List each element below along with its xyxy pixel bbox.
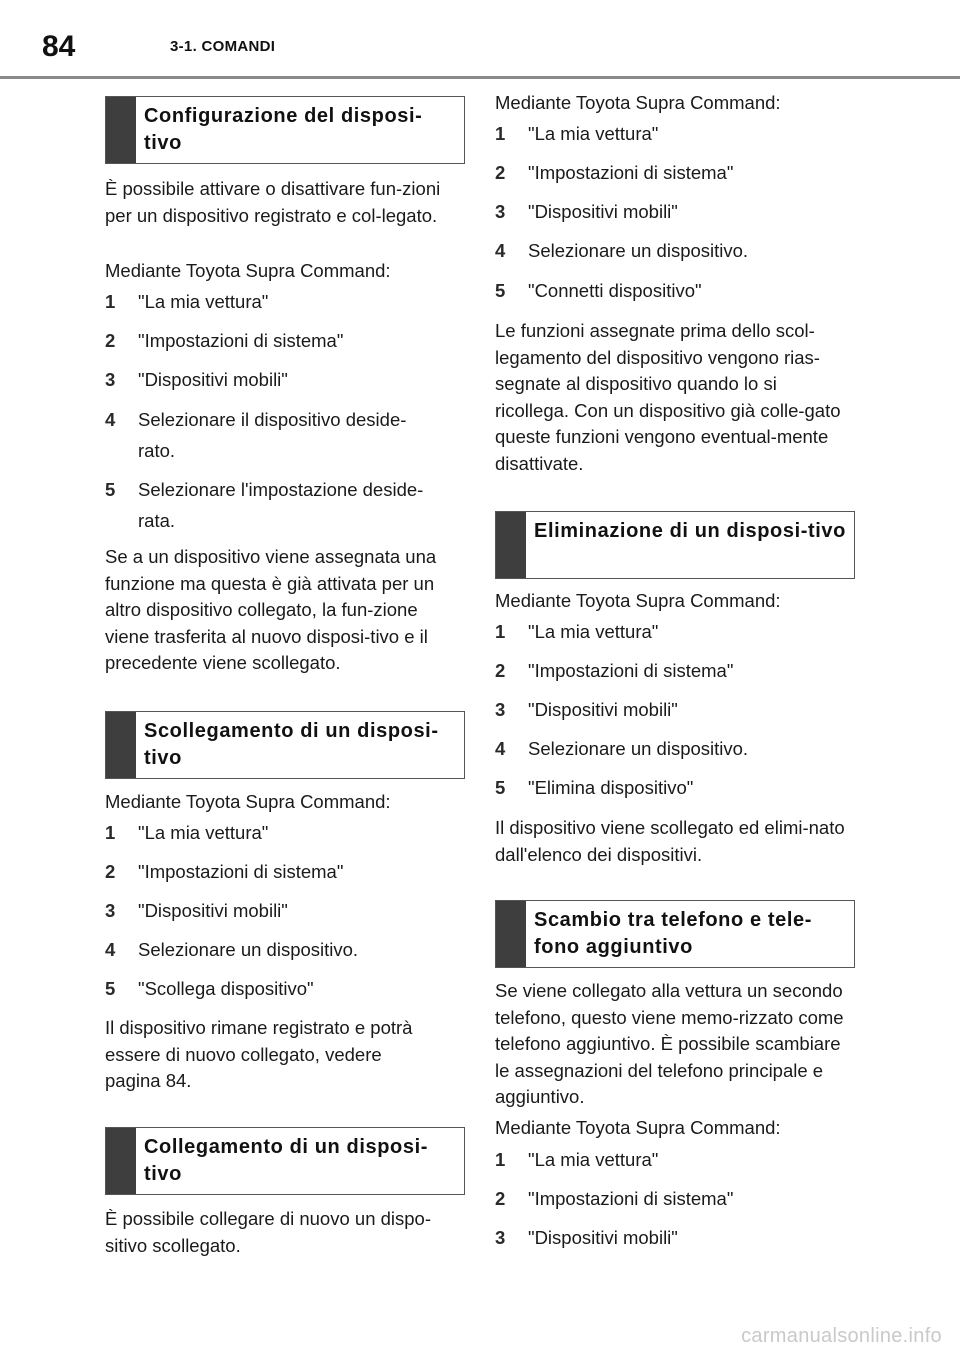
step-number: 2 (495, 1188, 506, 1209)
step-text: "Impostazioni di sistema" (138, 330, 344, 351)
list-item (495, 656, 853, 685)
step-text: Selezionare il dispositivo deside-rato. (138, 409, 407, 461)
step-number: 1 (105, 822, 116, 843)
heading-title: Eliminazione di un disposi-tivo (534, 520, 846, 542)
list-item (105, 974, 463, 1003)
heading-title: Scambio tra telefono e tele-fono aggiuntivo (534, 909, 812, 958)
step-text: "La mia vettura" (528, 123, 659, 144)
page-header (0, 0, 960, 78)
step-text: "Impostazioni di sistema" (528, 1188, 734, 1209)
list-item (495, 1145, 853, 1174)
list-item (105, 287, 463, 316)
paragraph: È possibile collegare di nuovo un dispo-sitivo scollegato. (105, 1208, 432, 1256)
step-text: "Dispositivi mobili" (528, 201, 678, 222)
step-text: Selezionare un dispositivo. (528, 738, 749, 759)
paragraph: Le funzioni assegnate prima dello scol-legamento del dispositivo vengono rias-segnate al dispositivo quando lo si ricollega. Con un dispositivo già colle-gato queste funzioni vengono eventual-mente disattivate. (495, 320, 841, 474)
step-number: 3 (105, 900, 116, 921)
list-item (105, 935, 463, 964)
header-divider (0, 76, 960, 79)
section-heading-connect (105, 1127, 465, 1195)
step-text: "La mia vettura" (138, 822, 269, 843)
list-item (495, 158, 853, 187)
step-number: 3 (105, 369, 116, 390)
watermark: carmanualsonline.info (741, 1325, 942, 1347)
step-text: "La mia vettura" (528, 1149, 659, 1170)
heading-bar (106, 97, 136, 163)
heading-bar (496, 512, 526, 578)
paragraph: Se viene collegato alla vettura un secondo telefono, questo viene memo-rizzato come telefono aggiuntivo. È possibile scambiare le assegnazioni del telefono principale e aggiuntivo. (495, 980, 844, 1107)
step-text: "Impostazioni di sistema" (528, 162, 734, 183)
step-number: 1 (495, 1149, 506, 1170)
step-text: "La mia vettura" (528, 621, 659, 642)
step-number: 2 (105, 861, 116, 882)
step-text: "Dispositivi mobili" (138, 900, 288, 921)
heading-title: Collegamento di un disposi-tivo (144, 1136, 428, 1185)
list-item (495, 119, 853, 148)
list-item (105, 857, 463, 886)
step-number: 5 (495, 280, 506, 301)
step-number: 5 (105, 479, 116, 500)
list-item (495, 617, 853, 646)
list-item (495, 734, 853, 763)
step-text: "Dispositivi mobili" (528, 699, 678, 720)
step-number: 3 (495, 201, 506, 222)
list-item (495, 197, 853, 226)
list-item (495, 695, 853, 724)
heading-title: Scollegamento di un disposi-tivo (144, 720, 439, 769)
heading-bar (106, 712, 136, 778)
step-number: 4 (495, 738, 506, 759)
step-text: "Impostazioni di sistema" (138, 861, 344, 882)
step-text: "Impostazioni di sistema" (528, 660, 734, 681)
step-number: 5 (495, 777, 506, 798)
step-number: 3 (495, 699, 506, 720)
list-item (495, 1223, 853, 1252)
paragraph: Mediante Toyota Supra Command: (495, 92, 781, 113)
paragraph: È possibile attivare o disattivare fun-zioni per un dispositivo registrato e col-legato. (105, 178, 441, 226)
paragraph: Se a un dispositivo viene assegnata una funzione ma questa è già attivata per un altro dispositivo collegato, la fun-zione viene trasferita al nuovo disposi-tivo e il precedente viene scollegato. (105, 546, 437, 673)
step-number: 2 (495, 162, 506, 183)
list-item (105, 326, 463, 355)
step-text: Selezionare un dispositivo. (528, 240, 749, 261)
step-text: Selezionare un dispositivo. (138, 939, 359, 960)
list-item (495, 773, 853, 802)
step-number: 4 (105, 409, 116, 430)
step-number: 2 (105, 330, 116, 351)
step-number: 4 (105, 939, 116, 960)
step-text: "Dispositivi mobili" (528, 1227, 678, 1248)
step-text: "La mia vettura" (138, 291, 269, 312)
section-heading-config (105, 96, 465, 164)
list-item (105, 365, 463, 394)
paragraph: Il dispositivo viene scollegato ed elimi-nato dall'elenco dei dispositivi. (495, 817, 845, 865)
list-item (105, 818, 463, 847)
step-number: 1 (495, 123, 506, 144)
step-number: 1 (105, 291, 116, 312)
paragraph: Mediante Toyota Supra Command: (495, 590, 781, 611)
step-text: "Elimina dispositivo" (528, 777, 694, 798)
paragraph: Mediante Toyota Supra Command: (495, 1117, 781, 1138)
step-number: 4 (495, 240, 506, 261)
section-heading-disconnect (105, 711, 465, 779)
list-item (105, 404, 463, 466)
paragraph: Mediante Toyota Supra Command: (105, 260, 391, 281)
paragraph: Mediante Toyota Supra Command: (105, 791, 391, 812)
heading-bar (106, 1128, 136, 1194)
step-number: 3 (495, 1227, 506, 1248)
step-text: "Dispositivi mobili" (138, 369, 288, 390)
step-number: 5 (105, 978, 116, 999)
step-text: "Scollega dispositivo" (138, 978, 314, 999)
section-heading-delete (495, 511, 855, 579)
heading-title: Configurazione del disposi-tivo (144, 105, 423, 154)
list-item (105, 896, 463, 925)
section-heading-swap (495, 900, 855, 968)
page-number: 84 (42, 30, 76, 63)
chapter-title: 3-1. COMANDI (170, 38, 276, 55)
step-number: 2 (495, 660, 506, 681)
paragraph: Il dispositivo rimane registrato e potrà essere di nuovo collegato, vedere pagina 84. (105, 1017, 413, 1091)
heading-bar (496, 901, 526, 967)
step-number: 1 (495, 621, 506, 642)
list-item (105, 474, 463, 536)
step-text: "Connetti dispositivo" (528, 280, 702, 301)
list-item (495, 276, 853, 305)
list-item (495, 236, 853, 265)
step-text: Selezionare l'impostazione deside-rata. (138, 479, 424, 531)
list-item (495, 1184, 853, 1213)
